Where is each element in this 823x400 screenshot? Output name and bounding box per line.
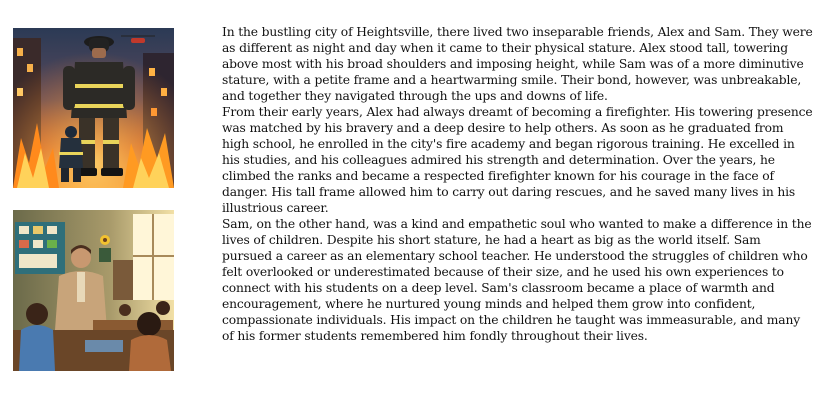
classroom-image (13, 210, 174, 371)
firefighter-image (13, 28, 174, 188)
story-text (222, 24, 814, 344)
story-paragraph: Sam, on the other hand, was a kind and empathetic soul who wanted to make a difference in the lives of children. Despite his short stature, he had a heart as big as the world itself. Sam pursued a career as an elementary school teacher. He understood the struggles of children who felt overlooked or underestimated because of their size, and he used his own experiences to connect with his students on a deep level. Sam's classroom became a place of warmth and encouragement, where he nurtured young minds and helped them grow into confident, compassionate individuals. His impact on the children he taught was immeasurable, and many of his former students remembered him fondly throughout their lives. (222, 217, 812, 343)
story-paragraph: From their early years, Alex had always dreamt of becoming a firefighter. His towering presence was matched by his bravery and a deep desire to help others. As soon as he graduated from high school, he enrolled in the city's fire academy and began rigorous training. He excelled in his studies, and his colleagues admired his strength and determination. Over the years, he climbed the ranks and became a respected firefighter known for his courage in the face of danger. His tall frame allowed him to carry out daring rescues, and he saved many lives in his illustrious career. (222, 105, 813, 215)
story-paragraph: In the bustling city of Heightsville, there lived two inseparable friends, Alex and Sam. They were as different as night and day when it came to their physical stature. Alex stood tall, towering above most with his broad shoulders and imposing height, while Sam was of a more diminutive stature, with a petite frame and a heartwarming smile. Their bond, however, was unbreakable, and together they navigated through the ups and downs of life. (222, 25, 813, 103)
